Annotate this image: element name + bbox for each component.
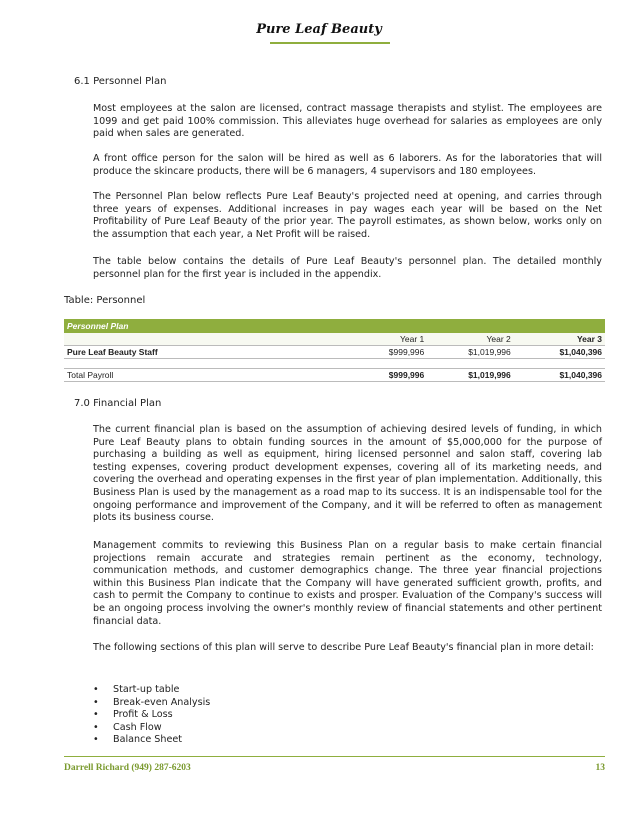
document-header-title: Pure Leaf Beauty xyxy=(256,22,382,37)
table-title: Personnel Plan xyxy=(64,319,605,333)
list-item: • Cash Flow xyxy=(93,721,162,733)
table-header-row xyxy=(64,319,605,333)
paragraph: The Personnel Plan below reflects Pure Leaf Beauty's projected need at opening, and carries through three years of expenses. Additional increases in pay wages each year will be based on the Net Profitability of Pure Leaf Beauty of the prior year. The payroll estimates, as shown below, works only on the assumption that each year, a Net Profit will be raised. xyxy=(93,191,602,240)
table-row xyxy=(64,369,605,382)
paragraph: Management commits to reviewing this Business Plan on a regular basis to make certain financial projections remain accurate and strategies remain pertinent as the economy, technology, communication methods, and customer demographics change. The three year financial projections within this Business Plan indicate that the Company will have generated sufficient growth, profits, and cash to permit the Company to continue to exists and prosper. Evaluation of the Company's success will be an ongoing process involving the owner's monthly review of financial statements and other pertinent financial data. xyxy=(93,540,602,627)
bullet-icon: • xyxy=(93,709,99,721)
paragraph: Most employees at the salon are licensed, contract massage therapists and stylist. The employees are 1099 and get paid 100% commission. This alleviates huge overhead for salaries as employees are only paid when sales are generated. xyxy=(93,103,602,140)
paragraph: A front office person for the salon will be hired as well as 6 laborers. As for the laboratories that will produce the skincare products, there will be 6 managers, 4 supervisors and 180 employees. xyxy=(93,153,602,177)
list-item: • Balance Sheet xyxy=(93,734,183,746)
bullet-icon: • xyxy=(93,696,99,708)
list-item: • Profit & Loss xyxy=(93,709,173,721)
section-heading-financial: 7.0 Financial Plan xyxy=(74,398,162,409)
total-year-1: $999,996 xyxy=(353,369,427,382)
staff-year-2: $1,019,996 xyxy=(427,346,514,359)
financial-sections-list xyxy=(93,684,210,747)
total-year-2: $1,019,996 xyxy=(427,369,514,382)
total-year-3: $1,040,396 xyxy=(514,369,605,382)
table-spacer-row xyxy=(64,359,605,369)
page-number: 13 xyxy=(595,763,605,773)
table-row xyxy=(64,333,605,346)
year-1-header: Year 1 xyxy=(353,333,427,346)
staff-year-3: $1,040,396 xyxy=(514,346,605,359)
list-item: • Start-up table xyxy=(93,684,180,695)
header-underline xyxy=(270,42,390,44)
bullet-icon: • xyxy=(93,721,99,733)
personnel-table xyxy=(64,319,605,382)
total-label: Total Payroll xyxy=(64,369,353,382)
table-caption: Table: Personnel xyxy=(64,295,146,306)
year-2-header: Year 2 xyxy=(427,333,514,346)
footer-divider xyxy=(64,756,605,757)
staff-label: Pure Leaf Beauty Staff xyxy=(64,346,353,359)
section-heading-personnel: 6.1 Personnel Plan xyxy=(74,76,167,87)
bullet-icon: • xyxy=(93,734,99,746)
list-item: • Break-even Analysis xyxy=(93,696,211,708)
paragraph: The following sections of this plan will serve to describe Pure Leaf Beauty's financial plan in more detail: xyxy=(93,642,594,653)
footer-author: Darrell Richard (949) 287-6203 xyxy=(64,763,191,773)
table-row xyxy=(64,346,605,359)
year-3-header: Year 3 xyxy=(514,333,605,346)
paragraph: The current financial plan is based on the assumption of achieving desired levels of funding, in which Pure Leaf Beauty plans to obtain funding sources in the amount of $5,000,000 for the purpose of purchasing a building as well as equipment, hiring licensed personnel and salon staff, covering lab testing expenses, covering product development expenses, covering all of its marketing needs, and covering the overhead and operating expenses in the first year of plan implementation. Additionally, this Business Plan is used by the management as a road map to its success. It is an indispensable tool for the ongoing performance and improvement of the Company, and it will be referred to often as management plots its business course. xyxy=(93,424,602,524)
paragraph: The table below contains the details of Pure Leaf Beauty's personnel plan. The detailed monthly personnel plan for the first year is included in the appendix. xyxy=(93,256,602,280)
bullet-icon: • xyxy=(93,684,99,695)
staff-year-1: $999,996 xyxy=(353,346,427,359)
